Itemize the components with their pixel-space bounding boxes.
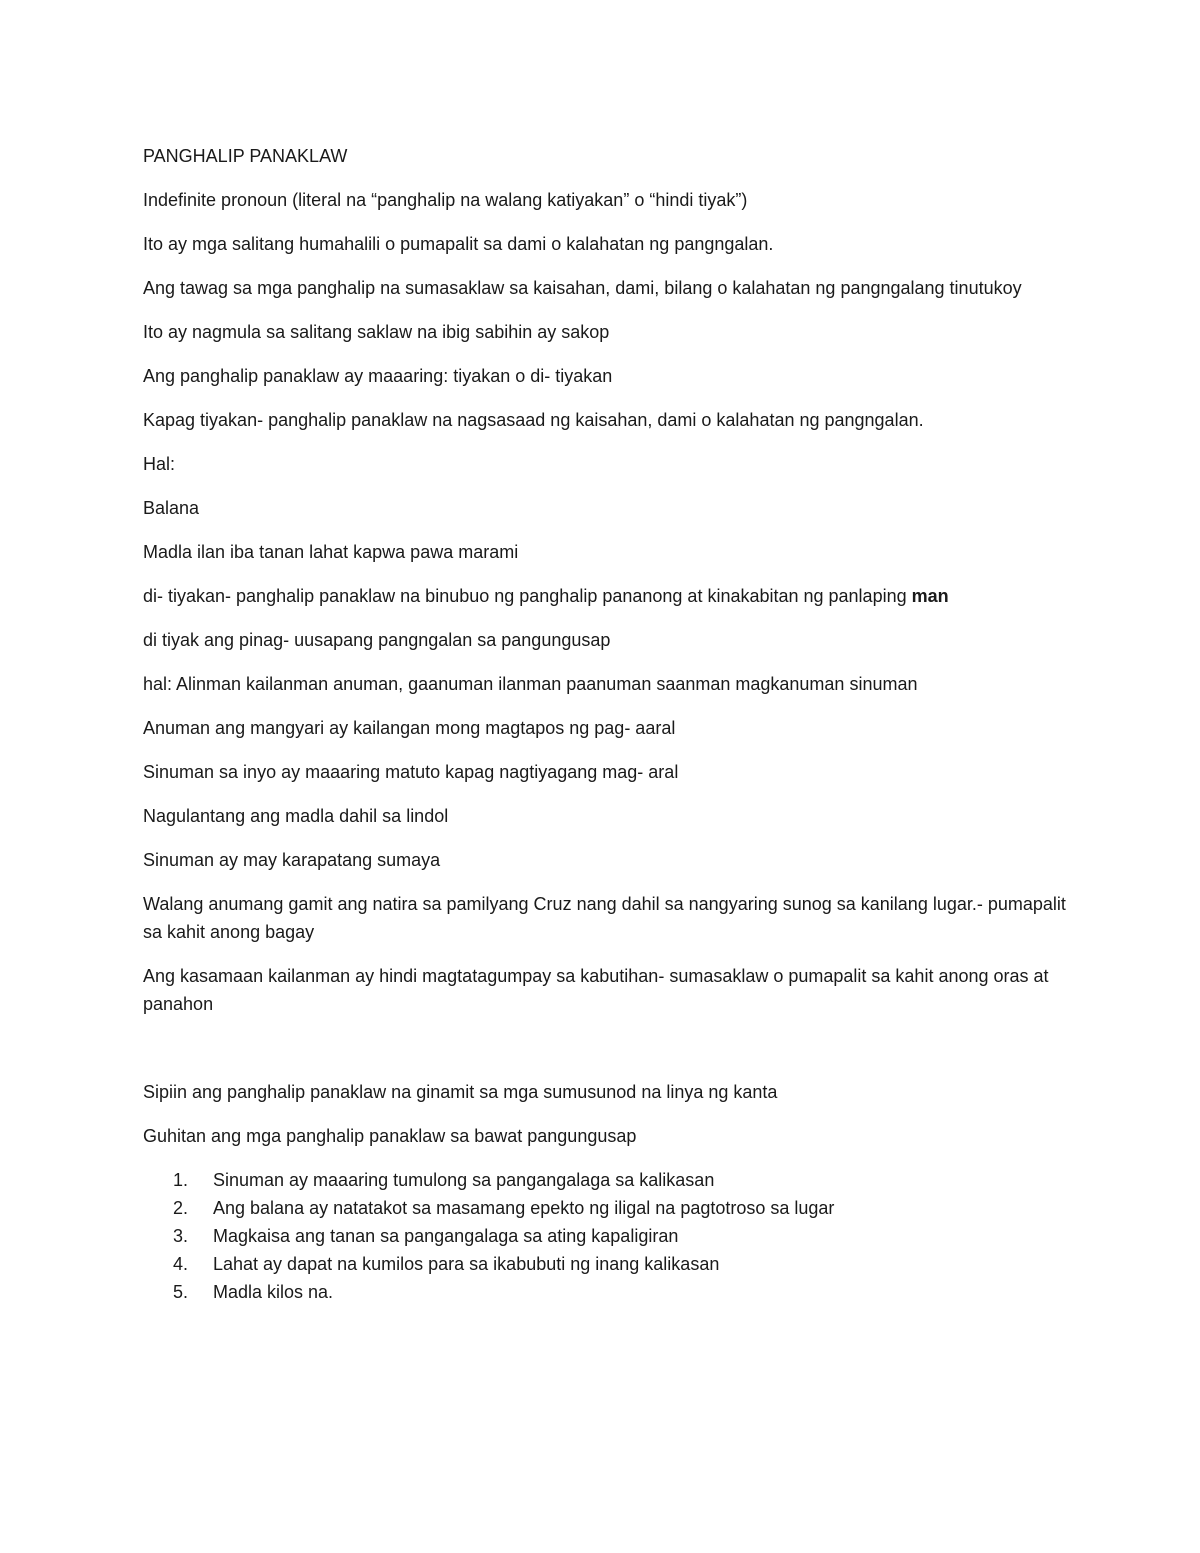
paragraph: Indefinite pronoun (literal na “panghalip na walang katiyakan” o “hindi tiyak”) xyxy=(143,190,748,210)
exercise-list xyxy=(143,1166,1068,1306)
paragraph: Kapag tiyakan- panghalip panaklaw na nagsasaad ng kaisahan, dami o kalahatan ng pangngalan. xyxy=(143,410,924,430)
paragraph: Hal: xyxy=(143,454,176,474)
list-item xyxy=(143,1278,1068,1306)
di-tiyakan-text: di- tiyakan- panghalip panaklaw na binubuo ng panghalip pananong at kinakabitan ng panlaping xyxy=(143,586,912,606)
list-text: Lahat ay dapat na kumilos para sa ikabubuti ng inang kalikasan xyxy=(213,1254,720,1274)
paragraph: Sinuman sa inyo ay maaaring matuto kapag nagtiyagang mag- aral xyxy=(143,762,679,782)
list-item xyxy=(143,1166,1068,1194)
list-text: Ang balana ay natatakot sa masamang epekto ng iligal na pagtotroso sa lugar xyxy=(213,1198,835,1218)
exercise-instruction: Sipiin ang panghalip panaklaw na ginamit sa mga sumusunod na linya ng kanta xyxy=(143,1082,778,1102)
paragraph: Anuman ang mangyari ay kailangan mong magtapos ng pag- aaral xyxy=(143,718,676,738)
paragraph: Ito ay nagmula sa salitang saklaw na ibig sabihin ay sakop xyxy=(143,322,610,342)
list-number: 3. xyxy=(173,1226,189,1246)
paragraph: Sinuman ay may karapatang sumaya xyxy=(143,850,441,870)
di-tiyakan-bold-word: man xyxy=(911,586,949,606)
list-number: 1. xyxy=(173,1170,189,1190)
document-heading: PANGHALIP PANAKLAW xyxy=(143,146,348,166)
paragraph: di tiyak ang pinag- uusapang pangngalan sa pangungusap xyxy=(143,630,611,650)
paragraph: Madla ilan iba tanan lahat kapwa pawa marami xyxy=(143,542,519,562)
paragraph: Ito ay mga salitang humahalili o pumapalit sa dami o kalahatan ng pangngalan. xyxy=(143,234,774,254)
paragraph: Walang anumang gamit ang natira sa pamilyang Cruz nang dahil sa nangyaring sunog sa kanilang lugar.- pumapalit sa kahit anong bagay xyxy=(143,894,1066,942)
paragraph: Balana xyxy=(143,498,200,518)
paragraph: Ang kasamaan kailanman ay hindi magtatagumpay sa kabutihan- sumasaklaw o pumapalit sa kahit anong oras at panahon xyxy=(143,966,1049,1014)
exercise-instruction: Guhitan ang mga panghalip panaklaw sa bawat pangungusap xyxy=(143,1126,637,1146)
paragraph: Nagulantang ang madla dahil sa lindol xyxy=(143,806,449,826)
list-number: 2. xyxy=(173,1198,189,1218)
document-body xyxy=(143,142,1068,1306)
list-text: Madla kilos na. xyxy=(213,1282,334,1302)
paragraph: Ang panghalip panaklaw ay maaaring: tiyakan o di- tiyakan xyxy=(143,366,613,386)
paragraph: hal: Alinman kailanman anuman, gaanuman ilanman paanuman saanman magkanuman sinuman xyxy=(143,674,918,694)
list-text: Magkaisa ang tanan sa pangangalaga sa ating kapaligiran xyxy=(213,1226,679,1246)
list-item xyxy=(143,1222,1068,1250)
list-item xyxy=(143,1194,1068,1222)
list-text: Sinuman ay maaaring tumulong sa pangangalaga sa kalikasan xyxy=(213,1170,715,1190)
list-item xyxy=(143,1250,1068,1278)
list-number: 5. xyxy=(173,1282,189,1302)
paragraph: Ang tawag sa mga panghalip na sumasaklaw sa kaisahan, dami, bilang o kalahatan ng pangngalang tinutukoy xyxy=(143,278,1022,298)
section-spacer xyxy=(143,1034,1068,1078)
list-number: 4. xyxy=(173,1254,189,1274)
di-tiyakan-definition xyxy=(143,582,1068,610)
